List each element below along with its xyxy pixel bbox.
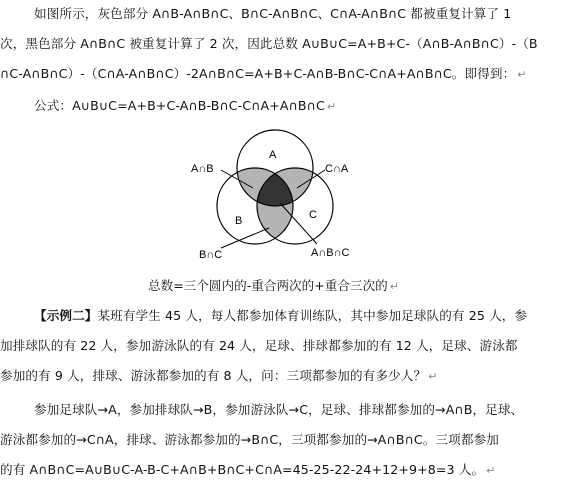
venn-caption: 总数=三个圆内的-重合两次的+重合三次的 ↵ bbox=[148, 278, 399, 293]
label-a-and-b: A∩B bbox=[191, 163, 214, 175]
label-a-b-c: A∩B∩C bbox=[311, 247, 350, 259]
example-2-line-1: 【示例二】某班有学生 45 人，每人都参加体育训练队，其中参加足球队的有 25 人，参 bbox=[34, 308, 528, 323]
solution-line-1: 参加足球队→A，参加排球队→B，参加游泳队→C，足球、排球都参加的→A∩B，足球、 bbox=[34, 402, 524, 417]
return-mark: ↵ bbox=[486, 464, 496, 477]
pointer-line-bc bbox=[221, 228, 269, 248]
example-2-title: 【示例二】 bbox=[34, 308, 98, 323]
label-b-and-c: B∩C bbox=[199, 249, 223, 260]
label-c-and-a: C∩A bbox=[325, 163, 349, 175]
label-c: C bbox=[309, 209, 317, 221]
example-2-line-2: 加排球队的有 22 人，参加游泳队的有 24 人，足球、排球都参加的有 12 人，足球、游泳都 bbox=[0, 338, 518, 353]
solution-line-3: 的有 A∩B∩C=A∪B∪C-A-B-C+A∩B+B∩C+C∩A=45-25-22-24+12+9+8=3 人。 ↵ bbox=[0, 462, 496, 477]
label-a: A bbox=[269, 149, 277, 161]
solution-line-2: 游泳都参加的→C∩A，排球、游泳都参加的→B∩C，三项都参加的→A∩B∩C。三项都参加 bbox=[0, 432, 499, 447]
paragraph-1-line-3: ∩C-A∩B∩C）-（C∩A-A∩B∩C）-2A∩B∩C=A+B+C-A∩B-B∩C-C∩A+A∩B∩C。即得到： ↵ bbox=[0, 66, 527, 81]
return-mark: ↵ bbox=[517, 68, 527, 81]
return-mark: ↵ bbox=[389, 280, 399, 293]
venn-diagram bbox=[185, 128, 385, 260]
paragraph-1-line-1: 如图所示，灰色部分 A∩B-A∩B∩C、B∩C-A∩B∩C、C∩A-A∩B∩C 都被重复计算了 1 bbox=[34, 6, 512, 21]
label-b: B bbox=[235, 215, 243, 227]
paragraph-1-line-2: 次，黑色部分 A∩B∩C 被重复计算了 2 次，因此总数 A∪B∪C=A+B+C-（A∩B-A∩B∩C）-（B bbox=[0, 36, 538, 51]
example-2-line-3: 参加的有 9 人，排球、游泳都参加的有 8 人，问：三项都参加的有多少人？ ↵ bbox=[0, 368, 438, 383]
return-mark: ↵ bbox=[326, 100, 337, 113]
return-mark: ↵ bbox=[428, 370, 438, 383]
formula-line: 公式：A∪B∪C=A+B+C-A∩B-B∩C-C∩A+A∩B∩C ↵ bbox=[34, 98, 337, 113]
